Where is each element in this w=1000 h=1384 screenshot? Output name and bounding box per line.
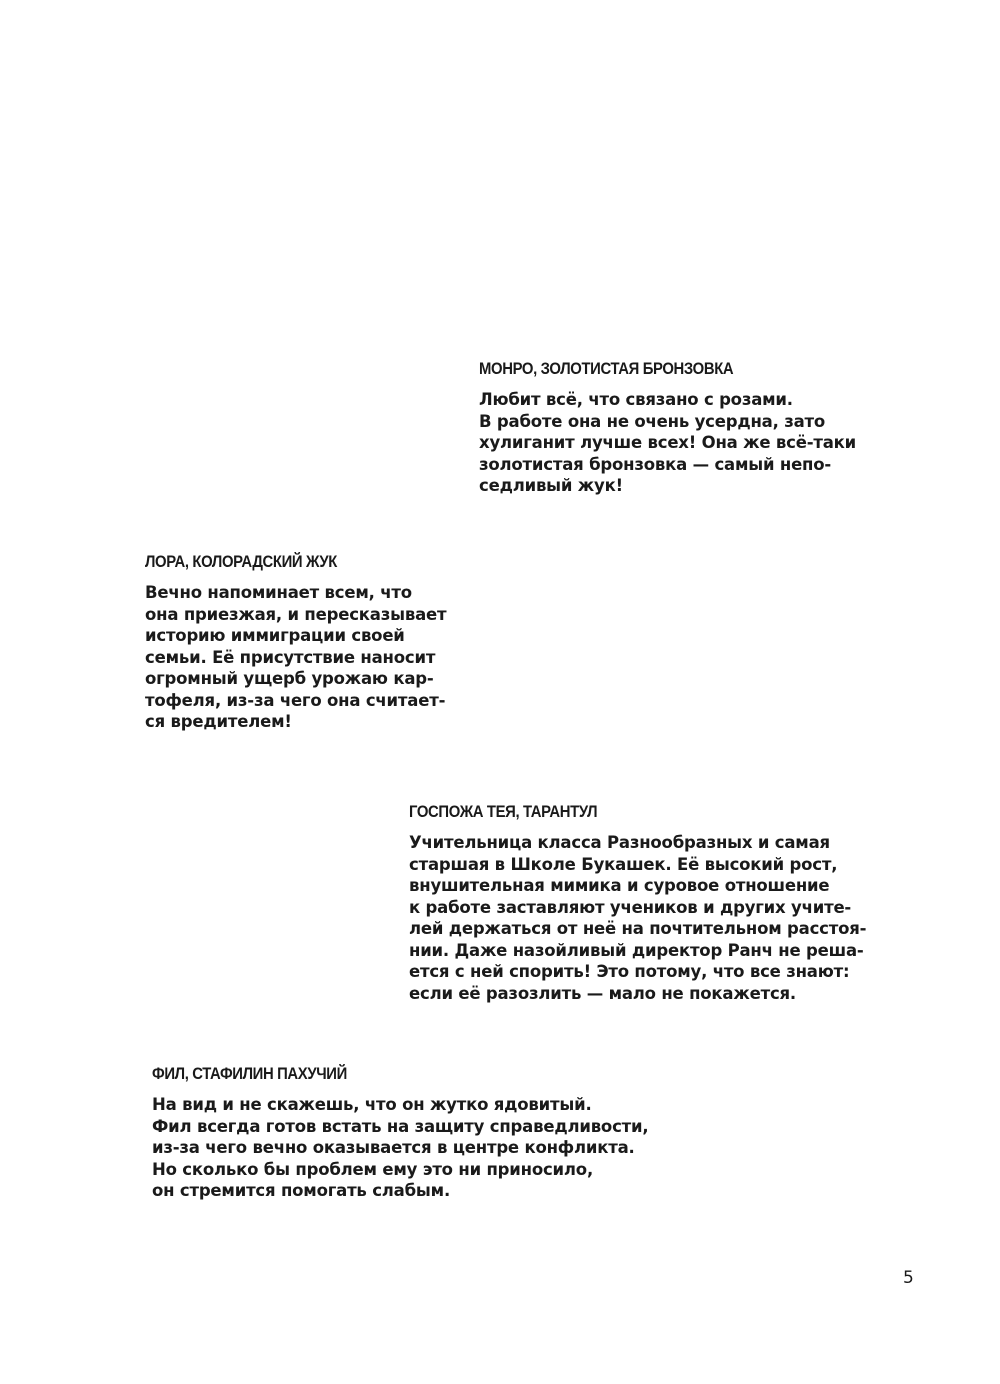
description-line: из-за чего вечно оказывается в центре конфликта. <box>152 1138 635 1157</box>
character-heading: ГОСПОЖА ТЕЯ, ТАРАНТУЛ <box>409 803 598 821</box>
description-line: ется с ней спорить! Это потому, что все знают: <box>409 962 850 981</box>
description-line: она приезжая, и пересказывает <box>145 604 447 624</box>
description-line: Но сколько бы проблем ему это ни приносило, <box>152 1159 594 1179</box>
character-description <box>409 832 866 1004</box>
description-line: огромный ущерб урожаю кар- <box>145 669 434 688</box>
character-description <box>145 582 446 733</box>
character-monro <box>479 359 856 497</box>
page-number: 5 <box>903 1268 914 1288</box>
description-line: В работе она не очень усердна, зато <box>479 411 826 431</box>
description-line: ся вредителем! <box>145 712 292 731</box>
description-line: внушительная мимика и суровое отношение <box>409 876 830 895</box>
description-line: седливый жук! <box>479 476 623 495</box>
description-line: тофеля, из-за чего она считает- <box>145 690 446 710</box>
character-description <box>152 1094 648 1202</box>
description-line: Любит всё, что связано с розами. <box>479 390 793 409</box>
character-description <box>479 389 856 497</box>
description-line: нии. Даже назойливый директор Ранч не реша- <box>409 940 864 960</box>
character-teya <box>409 802 866 1004</box>
description-line: старшая в Школе Букашек. Её высокий рост, <box>409 854 838 874</box>
character-heading: МОНРО, ЗОЛОТИСТАЯ БРОНЗОВКА <box>479 360 734 378</box>
description-line: к работе заставляют учеников и других учите- <box>409 897 852 917</box>
character-fil <box>152 1064 648 1202</box>
description-line: На вид и не скажешь, что он жутко ядовитый. <box>152 1095 592 1114</box>
description-line: семьи. Её присутствие наносит <box>145 647 436 667</box>
description-line: хулиганит лучше всех! Она же всё-таки <box>479 433 856 452</box>
description-line: Учительница класса Разнообразных и самая <box>409 833 830 852</box>
description-line: если её разозлить — мало не покажется. <box>409 983 796 1003</box>
description-line: лей держаться от неё на почтительном расстоя- <box>409 919 867 938</box>
description-line: историю иммиграции своей <box>145 626 405 645</box>
description-line: Фил всегда готов встать на защиту справедливости, <box>152 1116 649 1136</box>
description-line: золотистая бронзовка — самый непо- <box>479 454 832 474</box>
description-line: Вечно напоминает всем, что <box>145 583 412 602</box>
character-lora <box>145 552 446 733</box>
character-heading: ЛОРА, КОЛОРАДСКИЙ ЖУК <box>145 553 338 571</box>
description-line: он стремится помогать слабым. <box>152 1181 451 1200</box>
character-heading: ФИЛ, СТАФИЛИН ПАХУЧИЙ <box>152 1065 347 1083</box>
